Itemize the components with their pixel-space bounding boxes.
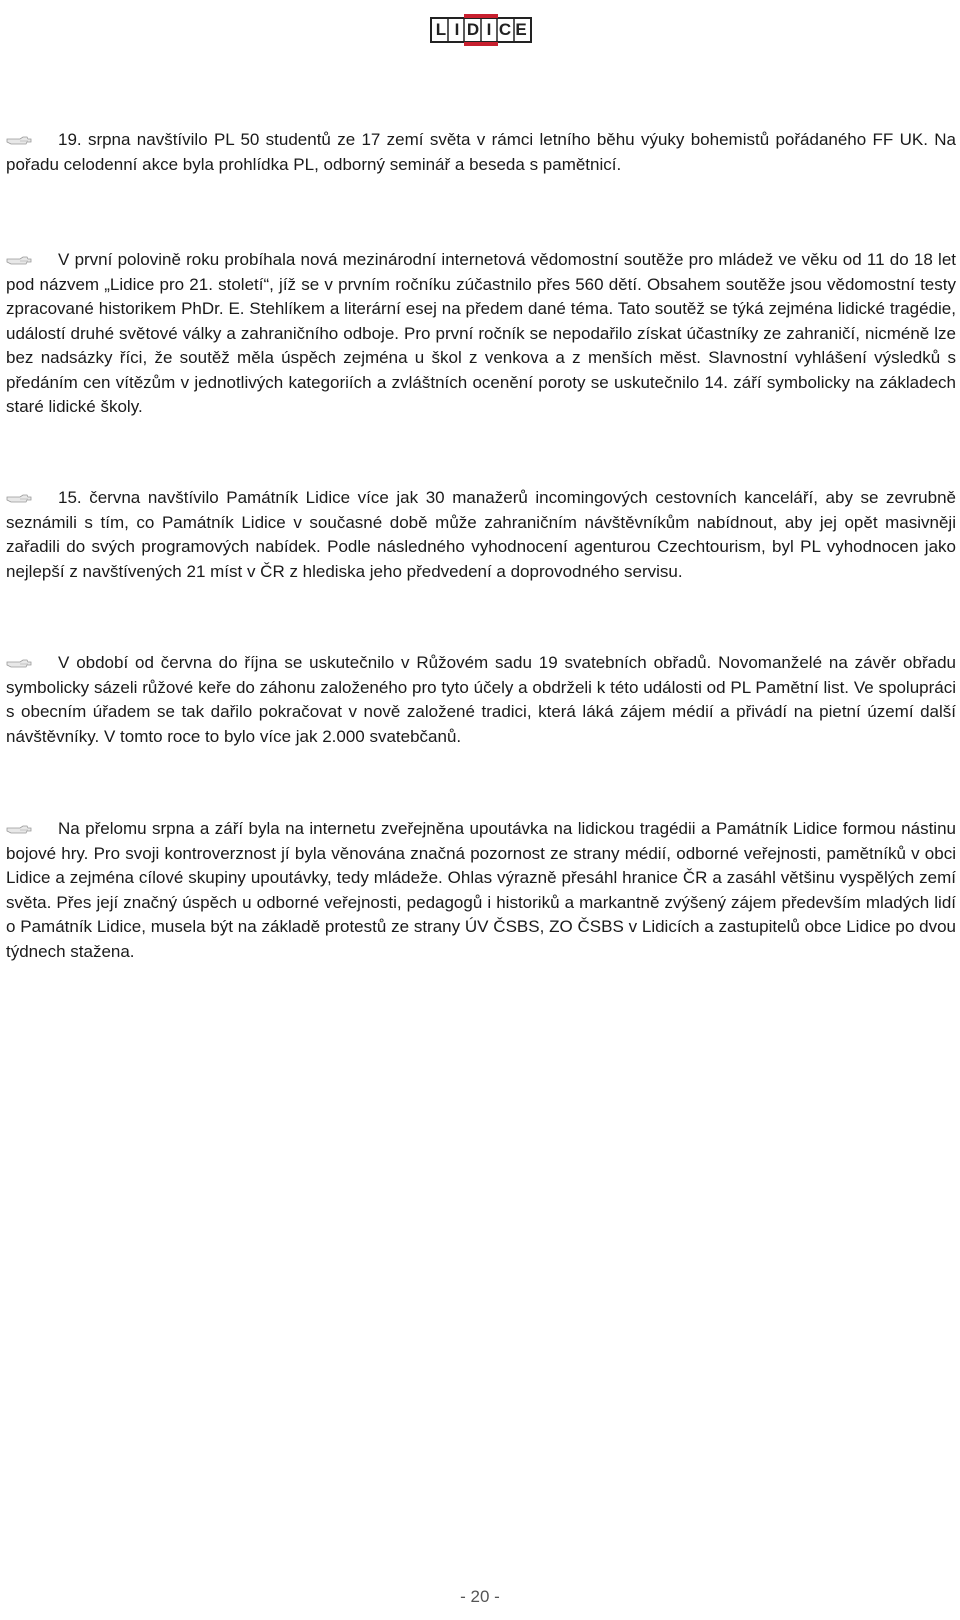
pointing-hand-icon [6,817,58,841]
paragraph-weddings [6,651,956,749]
lidice-logo [430,14,532,50]
paragraph-text: V období od června do října se uskutečnilo v Růžovém sadu 19 svatebních obřadů. Novomanželé na závěr obřadu symbolicky sázeli růžové keře do záhonu založeného pro tyto účely a obdrželi k této události od PL Pamětní list. Ve spolupráci s obecním úřadem se tak dařilo pokračovat v nově založené tradici, která láká zájem médií a přivádí na pietní území další návštěvníky. V tomto roce to bylo více jak 2.000 svatebčanů. [6,653,956,746]
paragraph-text: 19. srpna navštívilo PL 50 studentů ze 17 zemí světa v rámci letního běhu výuky bohemistů pořádaného FF UK. Na pořadu celodenní akce byla prohlídka PL, odborný seminář a beseda s pamětnicí. [6,130,956,174]
paragraph-text: Na přelomu srpna a září byla na internetu zveřejněna upoutávka na lidickou tragédii a Památník Lidice formou nástinu bojové hry. Pro svoji kontroverznost jí byla věnována značná pozornost ze strany médií, odborné veřejnosti, pamětníků v obci Lidice a zejména cílové skupiny upoutávky, tedy mládeže. Ohlas výrazně přesáhl hranice ČR a zasáhl většinu vyspělých zemí světa. Přes její značný úspěch u odborné veřejnosti, pedagogů i historiků a markantně zvýšený zájem především mladých lidí o Památník Lidice, musela být na základě protestů ze strany ÚV ČSBS, ZO ČSBS v Lidicích a zastupitelů obce Lidice po dvou týdnech stažena. [6,819,956,961]
logo-letter: C [498,20,512,39]
paragraph-student-visit [6,128,956,177]
logo-letter: I [454,20,460,39]
page-number: - 20 - [460,1587,500,1606]
logo-letter: I [486,20,492,39]
logo-letter: E [515,20,527,39]
paragraph-competition [6,248,956,420]
pointing-hand-icon [6,128,58,152]
pointing-hand-icon [6,248,58,272]
paragraph-text: V první polovině roku probíhala nová mezinárodní internetová vědomostní soutěže pro mládež ve věku od 11 do 18 let pod názvem „Lidice pro 21. století“, jíž se v prvním ročníku zúčastnilo přes 560 dětí. Obsahem soutěže jsou vědomostní testy zpracované historikem PhDr. E. Stehlíkem a literární esej na předem dané téma. Tato soutěž se týká zejména lidické tragédie, událostí druhé světové války a zahraničního odboje. Pro první ročník se nepodařilo získat účastníky ze zahraničí, nicméně lze bez nadsázky říci, že soutěž měla úspěch zejména u škol z venkova a z menších měst. Slavnostní vyhlášení výsledků s předáním cen vítězům v jednotlivých kategoriích a zvláštních ocenění poroty se uskutečnilo 14. září symbolicky na základech staré lidické školy. [6,250,956,416]
paragraph-text: 15. června navštívilo Památník Lidice více jak 30 manažerů incomingových cestovních kanceláří, aby se zevrubně seznámili s tím, co Památník Lidice v současné době může zahraničním návštěvníkům nabídnout, aby jej opět masivněji zařadili do svých programových nabídek. Podle následného vyhodnocení agenturou Czechtourism, byl PL vyhodnocen jako nejlepší z navštívených 21 míst v ČR z hlediska jeho předvedení a doprovodného servisu. [6,488,956,581]
pointing-hand-icon [6,486,58,510]
paragraph-managers-visit [6,486,956,584]
paragraph-game-trailer [6,817,956,964]
logo-letter: D [466,20,480,39]
logo-letter: L [435,20,447,39]
pointing-hand-icon [6,651,58,675]
logo-letters [430,20,532,40]
